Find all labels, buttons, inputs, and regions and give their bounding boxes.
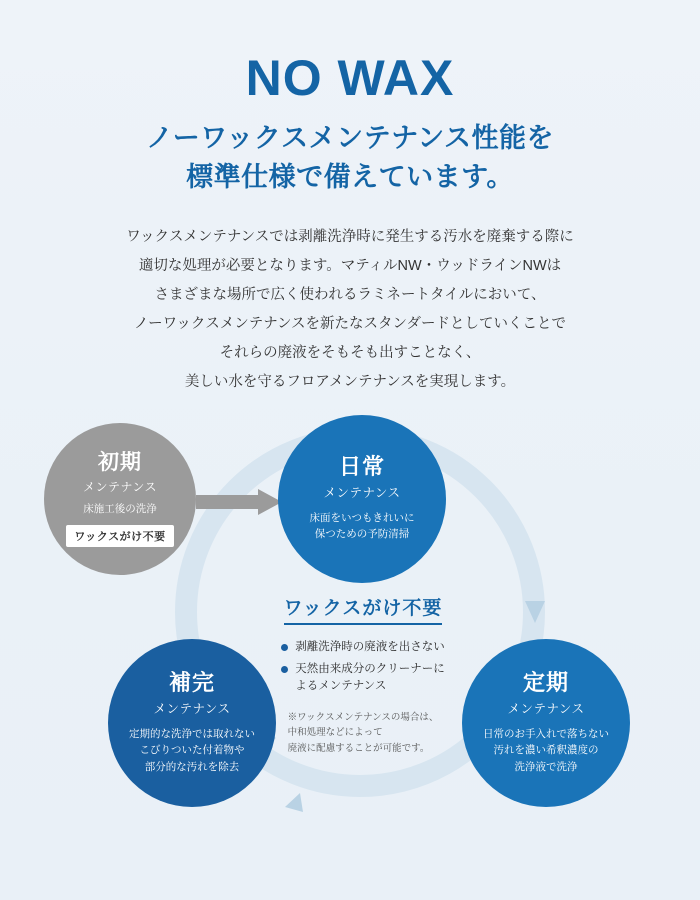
node-supplement-desc-line-3: 部分的な汚れを除去 — [144, 760, 240, 773]
lead-line-5: それらの廃液をそもそも出すことなく、 — [219, 344, 481, 361]
node-regular-desc-line-2: 汚れを濃い希釈濃度の — [493, 744, 599, 757]
lead-line-6: 美しい水を守るフロアメンテナンスを実現します。 — [184, 373, 516, 390]
node-regular-desc-line-1: 日常のお手入れで落ちない — [483, 727, 609, 740]
header — [0, 0, 700, 397]
lead-line-1: ワックスメンテナンスでは剥離洗浄時に発生する汚水を廃棄する際に — [126, 228, 574, 245]
lead-paragraph — [70, 223, 630, 397]
lead-line-4: ノーワックスメンテナンスを新たなスタンダードとしていくことで — [134, 315, 566, 332]
node-regular-maintenance[interactable] — [462, 639, 630, 807]
footnote-line-1: ※ワックスメンテナンスの場合は、 — [287, 712, 439, 724]
node-daily-desc — [310, 510, 415, 543]
benefit-list — [281, 639, 445, 700]
footnote — [288, 710, 439, 756]
footnote-line-3: 廃液に配慮することが可能です。 — [287, 742, 430, 754]
node-regular-desc-line-3: 洗浄液で洗浄 — [514, 760, 578, 773]
node-daily-desc-line-1: 床面をいつもきれいに — [309, 512, 415, 525]
node-initial-subtitle: メンテナンス — [82, 479, 158, 494]
node-supplement-desc — [129, 726, 255, 775]
node-regular-desc — [483, 726, 609, 775]
maintenance-cycle-diagram — [0, 411, 700, 881]
node-daily-desc-line-2: 保つための予防清掃 — [314, 528, 410, 541]
initial-to-daily-arrow — [196, 489, 282, 515]
cycle-arrowhead-right — [525, 601, 545, 623]
page-title: NO WAX — [245, 50, 455, 106]
lead-line-2: 適切な処理が必要となります。マティルNW・ウッドラインNWは — [138, 257, 562, 274]
node-supplement-subtitle: メンテナンス — [153, 701, 231, 716]
node-supplement-title: 補完 — [168, 669, 215, 695]
node-initial-desc: 床施工後の洗浄 — [83, 502, 157, 515]
node-supplement-desc-line-1: 定期的な洗浄では取れない — [129, 727, 255, 740]
benefit-item-2-line-2: よるメンテナンス — [295, 680, 387, 693]
benefit-item-1: 剥離洗浄時の廃液を出さない — [281, 639, 445, 657]
footnote-line-2: 中和処理などによって — [287, 727, 383, 739]
node-daily-title: 日常 — [338, 453, 385, 479]
subtitle-line-2: 標準仕様で備えています。 — [186, 161, 514, 192]
node-supplement-desc-line-2: こびりついた付着物や — [139, 744, 245, 757]
benefit-item-2 — [281, 661, 445, 697]
no-wax-badge: ワックスがけ不要 — [66, 525, 173, 547]
subtitle — [0, 119, 700, 197]
cycle-arrowhead-bottom — [285, 793, 303, 812]
node-regular-subtitle: メンテナンス — [507, 701, 585, 716]
node-initial-maintenance[interactable] — [44, 423, 196, 575]
lead-line-3: さまざまな場所で広く使われるラミネートタイルにおいて、 — [154, 286, 546, 303]
node-daily-maintenance[interactable] — [278, 415, 446, 583]
subtitle-line-1: ノーワックスメンテナンス性能を — [146, 122, 554, 153]
benefit-item-2-line-1: 天然由来成分のクリーナーに — [295, 662, 445, 675]
node-daily-subtitle: メンテナンス — [323, 486, 401, 501]
center-callout — [252, 593, 474, 756]
node-supplement-maintenance[interactable] — [108, 639, 276, 807]
center-callout-title: ワックスがけ不要 — [284, 593, 443, 625]
node-regular-title: 定期 — [522, 669, 569, 695]
node-initial-title: 初期 — [98, 450, 142, 474]
